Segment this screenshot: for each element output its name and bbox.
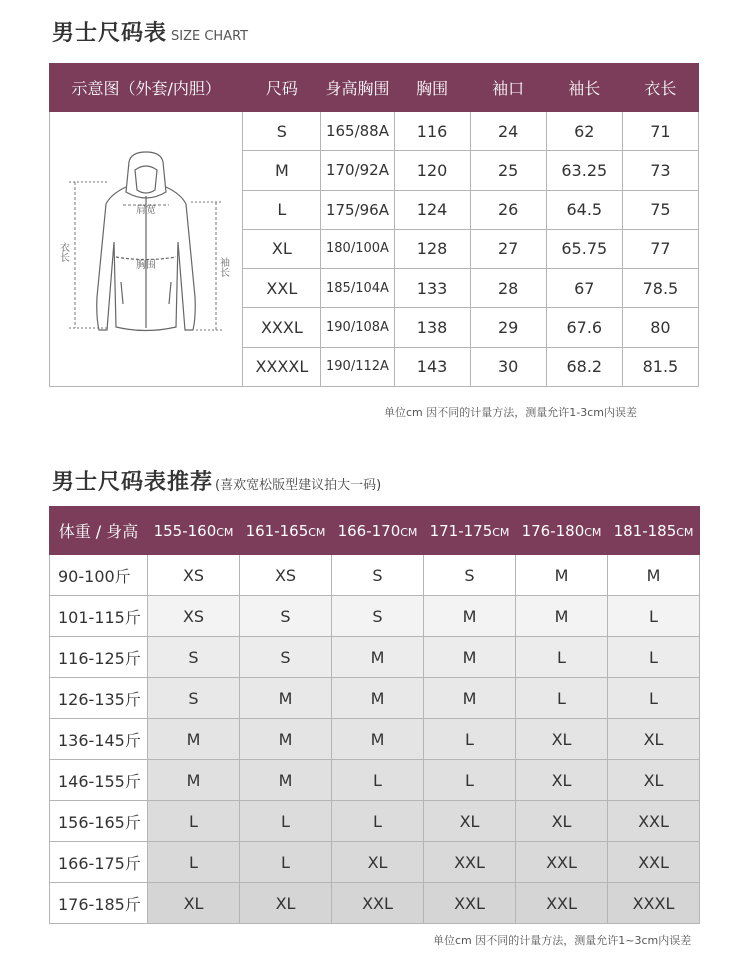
recommended-size-cell: S (148, 637, 240, 678)
cell-length: 73 (622, 151, 698, 190)
recommended-size-cell: M (424, 637, 516, 678)
cell-height-chest: 165/88A (321, 112, 394, 151)
header-height-range (608, 507, 700, 555)
recommended-size-cell: S (240, 596, 332, 637)
recommendation-row (50, 842, 700, 883)
cell-chest: 116 (394, 112, 470, 151)
diagram-label-chest: 胸围 (136, 260, 157, 271)
recommended-size-cell: M (424, 678, 516, 719)
cell-size: L (243, 190, 321, 229)
cell-sleeve: 64.5 (546, 190, 622, 229)
recommended-size-cell: XL (332, 842, 424, 883)
weight-cell: 176-185斤 (50, 883, 148, 924)
cell-chest: 138 (394, 308, 470, 347)
height-range-label: 155-160 (153, 521, 217, 540)
header-chest: 胸围 (394, 64, 470, 112)
recommendation-row (50, 596, 700, 637)
recommended-size-cell: M (332, 678, 424, 719)
recommended-size-cell: XS (148, 596, 240, 637)
cell-height-chest: 180/100A (321, 229, 394, 268)
header-height-range (148, 507, 240, 555)
recommended-size-cell: L (608, 596, 700, 637)
cell-chest: 128 (394, 229, 470, 268)
recommended-size-cell: M (332, 637, 424, 678)
recommended-size-cell: L (148, 801, 240, 842)
cell-chest: 120 (394, 151, 470, 190)
recommended-size-cell: L (424, 719, 516, 760)
recommendation-title (52, 465, 381, 496)
height-range-label: 171-175 (429, 521, 493, 540)
recommended-size-cell: XL (148, 883, 240, 924)
recommended-size-cell: M (332, 719, 424, 760)
height-unit: CM (492, 525, 510, 539)
height-range-label: 161-165 (245, 521, 309, 540)
cell-cuff: 29 (470, 308, 546, 347)
recommended-size-cell: S (240, 637, 332, 678)
cell-size: S (243, 112, 321, 151)
weight-cell: 136-145斤 (50, 719, 148, 760)
recommended-size-cell: S (148, 678, 240, 719)
recommended-size-cell: XXXL (608, 883, 700, 924)
size-chart-title (52, 16, 248, 47)
height-unit: CM (308, 525, 326, 539)
height-range-label: 166-170 (337, 521, 401, 540)
header-sleeve-length: 袖长 (546, 64, 622, 112)
measurement-note-bottom: 单位cm 因不同的计量方法，测量允许1~3cm内误差 (433, 934, 692, 947)
cell-length: 81.5 (622, 347, 698, 386)
weight-cell: 156-165斤 (50, 801, 148, 842)
cell-cuff: 26 (470, 190, 546, 229)
cell-sleeve: 62 (546, 112, 622, 151)
recommendation-row (50, 678, 700, 719)
header-height-range (516, 507, 608, 555)
height-unit: CM (400, 525, 418, 539)
cell-size: XXXL (243, 308, 321, 347)
cell-height-chest: 170/92A (321, 151, 394, 190)
weight-cell: 126-135斤 (50, 678, 148, 719)
recommended-size-cell: L (148, 842, 240, 883)
cell-length: 77 (622, 229, 698, 268)
header-height-range (332, 507, 424, 555)
recommended-size-cell: XL (240, 883, 332, 924)
cell-size: XXL (243, 269, 321, 308)
recommendation-row (50, 801, 700, 842)
recommendation-row (50, 555, 700, 596)
size-chart-title-en: SIZE CHART (171, 29, 249, 44)
header-size: 尺码 (243, 64, 321, 112)
cell-chest: 133 (394, 269, 470, 308)
recommended-size-cell: M (148, 719, 240, 760)
recommended-size-cell: L (424, 760, 516, 801)
cell-size: XL (243, 229, 321, 268)
recommended-size-cell: M (608, 555, 700, 596)
weight-cell: 101-115斤 (50, 596, 148, 637)
recommended-size-cell: XXL (608, 801, 700, 842)
jacket-diagram (50, 112, 243, 387)
recommended-size-cell: XXL (608, 842, 700, 883)
recommended-size-cell: XS (148, 555, 240, 596)
weight-cell: 116-125斤 (50, 637, 148, 678)
recommendation-row (50, 883, 700, 924)
recommended-size-cell: XL (516, 760, 608, 801)
recommended-size-cell: M (240, 678, 332, 719)
recommended-size-cell: M (424, 596, 516, 637)
header-body-length: 衣长 (622, 64, 698, 112)
recommended-size-cell: L (240, 801, 332, 842)
size-chart-header-row (50, 64, 699, 112)
cell-height-chest: 190/108A (321, 308, 394, 347)
recommended-size-cell: XS (240, 555, 332, 596)
cell-cuff: 28 (470, 269, 546, 308)
recommended-size-cell: XXL (332, 883, 424, 924)
height-range-label: 176-180 (521, 521, 585, 540)
recommendation-row (50, 637, 700, 678)
recommended-size-cell: XL (516, 719, 608, 760)
recommended-size-cell: L (332, 760, 424, 801)
recommended-size-cell: L (240, 842, 332, 883)
recommended-size-cell: XL (516, 801, 608, 842)
recommended-size-cell: M (516, 596, 608, 637)
diagram-label-shoulder: 肩宽 (136, 205, 157, 216)
recommended-size-cell: XXL (516, 883, 608, 924)
header-height-chest: 身高胸围 (321, 64, 394, 112)
cell-length: 71 (622, 112, 698, 151)
cell-cuff: 25 (470, 151, 546, 190)
recommendation-row (50, 719, 700, 760)
cell-size: XXXXL (243, 347, 321, 386)
weight-cell: 166-175斤 (50, 842, 148, 883)
recommended-size-cell: M (240, 719, 332, 760)
height-unit: CM (676, 525, 694, 539)
recommended-size-cell: M (240, 760, 332, 801)
cell-sleeve: 67.6 (546, 308, 622, 347)
recommended-size-cell: S (424, 555, 516, 596)
header-diagram: 示意图（外套/内胆） (50, 64, 243, 112)
cell-height-chest: 190/112A (321, 347, 394, 386)
recommended-size-cell: M (516, 555, 608, 596)
recommended-size-cell: S (332, 596, 424, 637)
size-chart-table (49, 63, 699, 387)
cell-sleeve: 65.75 (546, 229, 622, 268)
cell-length: 78.5 (622, 269, 698, 308)
recommended-size-cell: XXL (516, 842, 608, 883)
header-height-range (240, 507, 332, 555)
recommended-size-cell: M (148, 760, 240, 801)
cell-size: M (243, 151, 321, 190)
weight-cell: 146-155斤 (50, 760, 148, 801)
cell-cuff: 30 (470, 347, 546, 386)
recommended-size-cell: XL (424, 801, 516, 842)
recommendation-row (50, 760, 700, 801)
header-height-range (424, 507, 516, 555)
jacket-outline-icon (51, 112, 241, 382)
cell-height-chest: 175/96A (321, 190, 394, 229)
diagram-label-sleeve: 袖长 (217, 257, 229, 277)
cell-sleeve: 63.25 (546, 151, 622, 190)
recommended-size-cell: L (516, 637, 608, 678)
recommended-size-cell: S (332, 555, 424, 596)
recommended-size-cell: L (608, 637, 700, 678)
height-unit: CM (584, 525, 602, 539)
cell-chest: 124 (394, 190, 470, 229)
cell-height-chest: 185/104A (321, 269, 394, 308)
cell-chest: 143 (394, 347, 470, 386)
recommended-size-cell: XXL (424, 842, 516, 883)
height-range-label: 181-185 (613, 521, 677, 540)
header-cuff: 袖口 (470, 64, 546, 112)
height-unit: CM (216, 525, 234, 539)
diagram-label-length: 衣长 (57, 242, 69, 262)
recommended-size-cell: XXL (424, 883, 516, 924)
size-row (50, 112, 699, 151)
weight-cell: 90-100斤 (50, 555, 148, 596)
header-weight-height: 体重 / 身高 (50, 507, 148, 555)
cell-cuff: 27 (470, 229, 546, 268)
recommended-size-cell: L (332, 801, 424, 842)
cell-sleeve: 67 (546, 269, 622, 308)
recommendation-title-sub: (喜欢宽松版型建议拍大一码) (215, 478, 382, 493)
cell-length: 80 (622, 308, 698, 347)
recommendation-title-main: 男士尺码表推荐 (52, 470, 214, 495)
recommended-size-cell: XL (608, 760, 700, 801)
recommended-size-cell: L (516, 678, 608, 719)
recommended-size-cell: L (608, 678, 700, 719)
cell-cuff: 24 (470, 112, 546, 151)
recommendation-header-row (50, 507, 700, 555)
measurement-note: 单位cm 因不同的计量方法，测量允许1-3cm内误差 (384, 406, 637, 419)
cell-sleeve: 68.2 (546, 347, 622, 386)
size-recommendation-table (49, 506, 700, 924)
recommended-size-cell: XL (608, 719, 700, 760)
size-chart-title-main: 男士尺码表 (52, 21, 168, 46)
cell-length: 75 (622, 190, 698, 229)
